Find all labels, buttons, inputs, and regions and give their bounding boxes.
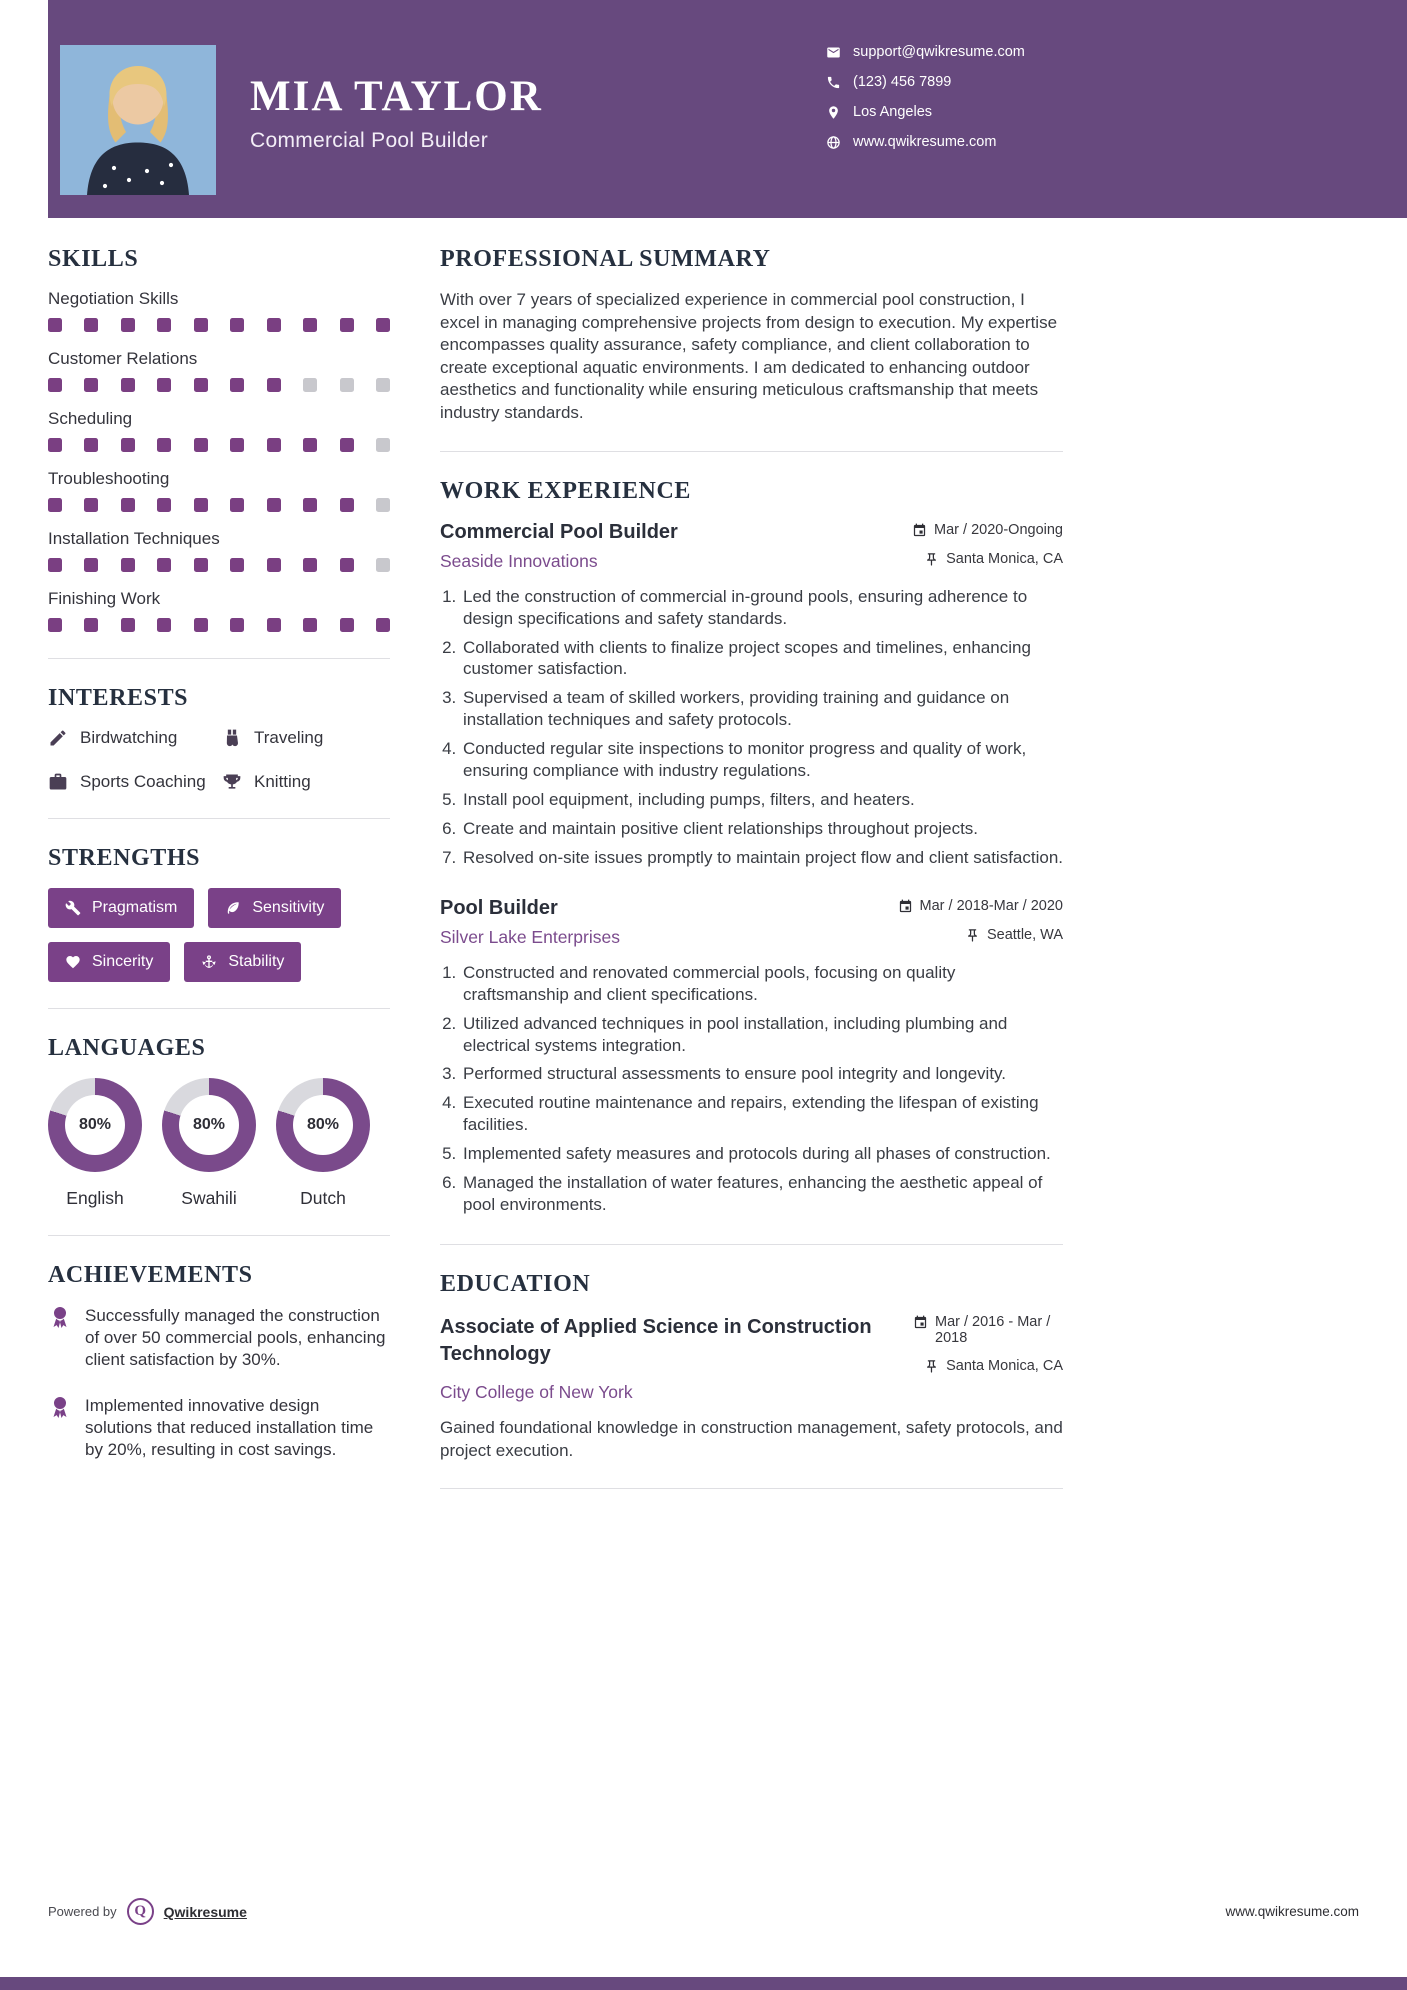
- education-description: Gained foundational knowledge in construction management, safety protocols, and project execution.: [440, 1418, 1063, 1460]
- rating-square-filled: [194, 438, 208, 452]
- contact-email-text: support@qwikresume.com: [853, 44, 1025, 60]
- section-summary: [440, 246, 1063, 425]
- wrench-icon: [65, 900, 81, 916]
- skill-name: Finishing Work: [48, 589, 161, 608]
- rating-square-filled: [121, 618, 135, 632]
- strength-label: Sensitivity: [252, 899, 325, 916]
- language-percent: 80%: [78, 1116, 112, 1133]
- rating-square-filled: [230, 558, 244, 572]
- section-education: [440, 1271, 1063, 1462]
- divider: [440, 1488, 1063, 1489]
- skill-rating: [48, 318, 390, 332]
- rating-square-empty: [376, 558, 390, 572]
- email-icon: [826, 45, 841, 60]
- interest-item: [48, 728, 216, 748]
- interest-label: Sports Coaching: [80, 772, 206, 791]
- rating-square-filled: [194, 558, 208, 572]
- contact-website-text: www.qwikresume.com: [853, 134, 997, 150]
- language-name: English: [66, 1188, 124, 1208]
- rating-square-filled: [267, 378, 281, 392]
- rating-square-filled: [230, 438, 244, 452]
- job-dates: [898, 898, 1063, 914]
- rating-square-filled: [230, 618, 244, 632]
- rating-square-empty: [376, 498, 390, 512]
- job-bullet: 7. Resolved on-site issues promptly to maintain project flow and client satisfaction.: [461, 847, 1063, 869]
- achievements-heading: ACHIEVEMENTS: [48, 1262, 253, 1288]
- rating-square-empty: [303, 378, 317, 392]
- divider: [48, 658, 390, 659]
- job-location-text: Santa Monica, CA: [946, 550, 1063, 567]
- skill-rating: [48, 378, 390, 392]
- rating-square-filled: [340, 618, 354, 632]
- rating-square-filled: [121, 558, 135, 572]
- rating-square-empty: [340, 378, 354, 392]
- rating-square-filled: [230, 318, 244, 332]
- skill-name: Scheduling: [48, 409, 133, 428]
- section-languages: [48, 1035, 390, 1209]
- section-experience: [440, 478, 1063, 1216]
- skill-item: [48, 529, 390, 572]
- pushpin-icon: [965, 928, 980, 943]
- globe-icon: [826, 135, 841, 150]
- section-achievements: [48, 1262, 390, 1462]
- summary-heading: PROFESSIONAL SUMMARY: [440, 246, 771, 272]
- rating-square-filled: [48, 378, 62, 392]
- rating-square-filled: [84, 618, 98, 632]
- contact-website: [826, 134, 1025, 150]
- rating-square-filled: [121, 318, 135, 332]
- strength-chip: [48, 942, 170, 982]
- education-location-text: Santa Monica, CA: [946, 1358, 1063, 1375]
- rating-square-filled: [303, 318, 317, 332]
- job-bullet: 1. Constructed and renovated commercial pools, focusing on quality craftsmanship and client specifications.: [461, 962, 1063, 1006]
- section-strengths: [48, 845, 390, 982]
- rating-square-filled: [303, 498, 317, 512]
- header-band: [48, 0, 1407, 218]
- divider: [48, 818, 390, 819]
- skills-heading: SKILLS: [48, 246, 139, 272]
- rating-square-filled: [157, 558, 171, 572]
- language-donut-chart: [162, 1078, 256, 1172]
- skill-item: [48, 469, 390, 512]
- degree-title: Associate of Applied Science in Construction Technology: [440, 1316, 872, 1366]
- job-bullets: [440, 586, 1063, 869]
- rating-square-filled: [157, 618, 171, 632]
- rating-square-filled: [194, 618, 208, 632]
- language-item: [276, 1078, 370, 1209]
- rating-square-filled: [194, 318, 208, 332]
- rating-square-filled: [376, 618, 390, 632]
- rating-square-filled: [340, 318, 354, 332]
- skill-item: [48, 289, 390, 332]
- rating-square-empty: [376, 438, 390, 452]
- skill-rating: [48, 618, 390, 632]
- strengths-heading: STRENGTHS: [48, 845, 201, 871]
- job-bullets: [440, 962, 1063, 1216]
- person-job-title: Commercial Pool Builder: [250, 129, 488, 152]
- rating-square-filled: [84, 378, 98, 392]
- skill-rating: [48, 558, 390, 572]
- calendar-icon: [913, 1315, 928, 1330]
- phone-icon: [826, 75, 841, 90]
- interests-grid: [48, 728, 390, 792]
- interest-item: [222, 728, 390, 748]
- company-name: Seaside Innovations: [440, 550, 598, 571]
- person-name: MIA TAYLOR: [250, 73, 543, 120]
- rating-square-filled: [376, 318, 390, 332]
- skill-name: Negotiation Skills: [48, 289, 179, 308]
- contact-phone: [826, 74, 1025, 90]
- divider: [48, 1008, 390, 1009]
- job-entry: [440, 897, 1063, 1216]
- skill-name: Installation Techniques: [48, 529, 220, 548]
- section-interests: [48, 685, 390, 792]
- achievement-text: Successfully managed the construction of over 50 commercial pools, enhancing client satisfaction by 30%.: [85, 1306, 386, 1370]
- language-donut-chart: [48, 1078, 142, 1172]
- job-bullet: 5. Install pool equipment, including pumps, filters, and heaters.: [461, 789, 1063, 811]
- footer-website-link[interactable]: www.qwikresume.com: [1225, 1904, 1359, 1919]
- language-percent: 80%: [306, 1116, 340, 1133]
- strength-label: Sincerity: [92, 953, 154, 970]
- strength-label: Stability: [228, 953, 285, 970]
- powered-by-block: [48, 1898, 247, 1925]
- company-name: Silver Lake Enterprises: [440, 926, 620, 947]
- calendar-icon: [912, 523, 927, 538]
- powered-by-label: Powered by: [48, 1904, 117, 1919]
- interests-heading: INTERESTS: [48, 685, 189, 711]
- job-dates: [912, 522, 1063, 538]
- experience-heading: WORK EXPERIENCE: [440, 477, 692, 504]
- rating-square-filled: [48, 558, 62, 572]
- job-bullet: 6. Managed the installation of water features, enhancing the aesthetic appeal of pool environments.: [461, 1172, 1063, 1216]
- section-skills: [48, 246, 390, 632]
- rating-square-filled: [84, 438, 98, 452]
- job-bullet: 1. Led the construction of commercial in-ground pools, ensuring adherence to design specifications and safety standards.: [461, 586, 1063, 630]
- anchor-icon: [201, 954, 217, 970]
- language-percent: 80%: [192, 1116, 226, 1133]
- rating-square-filled: [303, 438, 317, 452]
- binoculars-icon: [222, 728, 242, 748]
- rating-square-empty: [376, 378, 390, 392]
- interest-label: Traveling: [254, 728, 324, 747]
- languages-heading: LANGUAGES: [48, 1035, 206, 1061]
- strength-chip: [48, 888, 194, 928]
- education-heading: EDUCATION: [440, 1271, 591, 1298]
- contact-location: [826, 104, 1025, 120]
- identity-block: [250, 72, 543, 153]
- qwikresume-link[interactable]: Qwikresume: [163, 1903, 247, 1920]
- rating-square-filled: [121, 498, 135, 512]
- strength-label: Pragmatism: [92, 899, 178, 916]
- job-dates-text: Mar / 2018-Mar / 2020: [919, 897, 1063, 914]
- strengths-chips: [48, 888, 390, 982]
- skill-name: Customer Relations: [48, 349, 198, 368]
- skill-rating: [48, 438, 390, 452]
- right-column: [440, 246, 1063, 1515]
- achievement-item: [48, 1305, 390, 1371]
- qwikresume-logo: Q: [127, 1898, 154, 1925]
- location-icon: [826, 105, 841, 120]
- job-location: [965, 927, 1063, 943]
- contact-location-text: Los Angeles: [853, 104, 933, 120]
- school-name: City College of New York: [440, 1382, 633, 1403]
- job-entry: [440, 521, 1063, 869]
- achievement-text: Implemented innovative design solutions that reduced installation time by 20%, resulting in cost savings.: [85, 1396, 374, 1460]
- rating-square-filled: [157, 378, 171, 392]
- job-bullet: 4. Conducted regular site inspections to monitor progress and quality of work, ensuring compliance with industry regulations.: [461, 738, 1063, 782]
- rating-square-filled: [157, 438, 171, 452]
- pencil-icon: [48, 728, 68, 748]
- rating-square-filled: [230, 498, 244, 512]
- job-bullet: 2. Utilized advanced techniques in pool installation, including plumbing and electrical systems integration.: [461, 1013, 1063, 1057]
- education-dates-text: Mar / 2016 - Mar / 2018: [935, 1314, 1051, 1347]
- job-bullet: 6. Create and maintain positive client relationships throughout projects.: [461, 818, 1063, 840]
- skill-rating: [48, 498, 390, 512]
- profile-photo-illustration: [60, 45, 216, 195]
- rating-square-filled: [48, 438, 62, 452]
- interest-item: [48, 772, 216, 792]
- job-bullet: 2. Collaborated with clients to finalize project scopes and timelines, enhancing customer satisfaction.: [461, 637, 1063, 681]
- strength-chip: [208, 888, 341, 928]
- skill-name: Troubleshooting: [48, 469, 170, 488]
- rating-square-filled: [267, 318, 281, 332]
- job-title: Pool Builder: [440, 896, 558, 919]
- language-name: Dutch: [300, 1188, 346, 1208]
- skill-item: [48, 409, 390, 452]
- job-bullet: 5. Implemented safety measures and protocols during all phases of construction.: [461, 1143, 1063, 1165]
- contact-email: [826, 44, 1025, 60]
- rating-square-filled: [84, 318, 98, 332]
- job-bullet: 3. Performed structural assessments to ensure pool integrity and longevity.: [461, 1063, 1063, 1085]
- pushpin-icon: [924, 1359, 939, 1374]
- summary-text: With over 7 years of specialized experience in commercial pool construction, I excel in managing comprehensive projects from design to execution. My expertise encompasses quality assurance, safety compliance, and client collaboration to create exceptional aquatic environments. I am dedicated to enhancing outdoor aesthetics and functionality while ensuring meticulous craftsmanship that meets industry standards.: [440, 290, 1058, 423]
- strength-chip: [184, 942, 301, 982]
- rating-square-filled: [48, 318, 62, 332]
- medal-icon: [48, 1306, 72, 1330]
- job-location-text: Seattle, WA: [986, 926, 1063, 943]
- briefcase-icon: [48, 772, 68, 792]
- language-donut-chart: [276, 1078, 370, 1172]
- left-column: [48, 246, 390, 1486]
- rating-square-filled: [121, 378, 135, 392]
- rating-square-filled: [157, 318, 171, 332]
- rating-square-filled: [230, 378, 244, 392]
- rating-square-filled: [194, 378, 208, 392]
- achievement-item: [48, 1395, 390, 1461]
- job-bullet: 4. Executed routine maintenance and repairs, extending the lifespan of existing facilities.: [461, 1092, 1063, 1136]
- language-item: [48, 1078, 142, 1209]
- profile-photo: [60, 45, 216, 195]
- rating-square-filled: [48, 618, 62, 632]
- rating-square-filled: [303, 618, 317, 632]
- language-name: Swahili: [181, 1188, 237, 1208]
- rating-square-filled: [267, 618, 281, 632]
- heart-icon: [65, 954, 81, 970]
- rating-square-filled: [84, 558, 98, 572]
- calendar-icon: [898, 899, 913, 914]
- job-bullet: 3. Supervised a team of skilled workers, providing training and guidance on installation techniques and safety protocols.: [461, 687, 1063, 731]
- divider: [440, 1244, 1063, 1245]
- rating-square-filled: [84, 498, 98, 512]
- interest-label: Birdwatching: [80, 728, 178, 747]
- leaf-icon: [225, 900, 241, 916]
- rating-square-filled: [267, 558, 281, 572]
- contact-phone-text: (123) 456 7899: [853, 74, 952, 90]
- rating-square-filled: [340, 438, 354, 452]
- languages-donuts: [48, 1078, 390, 1209]
- interest-item: [222, 772, 390, 792]
- job-dates-text: Mar / 2020-Ongoing: [934, 521, 1063, 538]
- divider: [48, 1235, 390, 1236]
- contact-list: [826, 44, 1025, 150]
- rating-square-filled: [157, 498, 171, 512]
- pushpin-icon: [924, 552, 939, 567]
- rating-square-filled: [121, 438, 135, 452]
- job-title: Commercial Pool Builder: [440, 520, 678, 543]
- rating-square-filled: [267, 498, 281, 512]
- bottom-accent-bar: [0, 1977, 1407, 1990]
- education-dates: [913, 1314, 1063, 1346]
- footer: [48, 1898, 1359, 1925]
- rating-square-filled: [340, 498, 354, 512]
- rating-square-filled: [48, 498, 62, 512]
- skill-item: [48, 589, 390, 632]
- divider: [440, 451, 1063, 452]
- rating-square-filled: [267, 438, 281, 452]
- trophy-icon: [222, 772, 242, 792]
- rating-square-filled: [303, 558, 317, 572]
- interest-label: Knitting: [254, 772, 311, 791]
- rating-square-filled: [194, 498, 208, 512]
- job-location: [924, 551, 1063, 567]
- language-item: [162, 1078, 256, 1209]
- skill-item: [48, 349, 390, 392]
- rating-square-filled: [340, 558, 354, 572]
- education-location: [924, 1358, 1063, 1374]
- medal-icon: [48, 1396, 72, 1420]
